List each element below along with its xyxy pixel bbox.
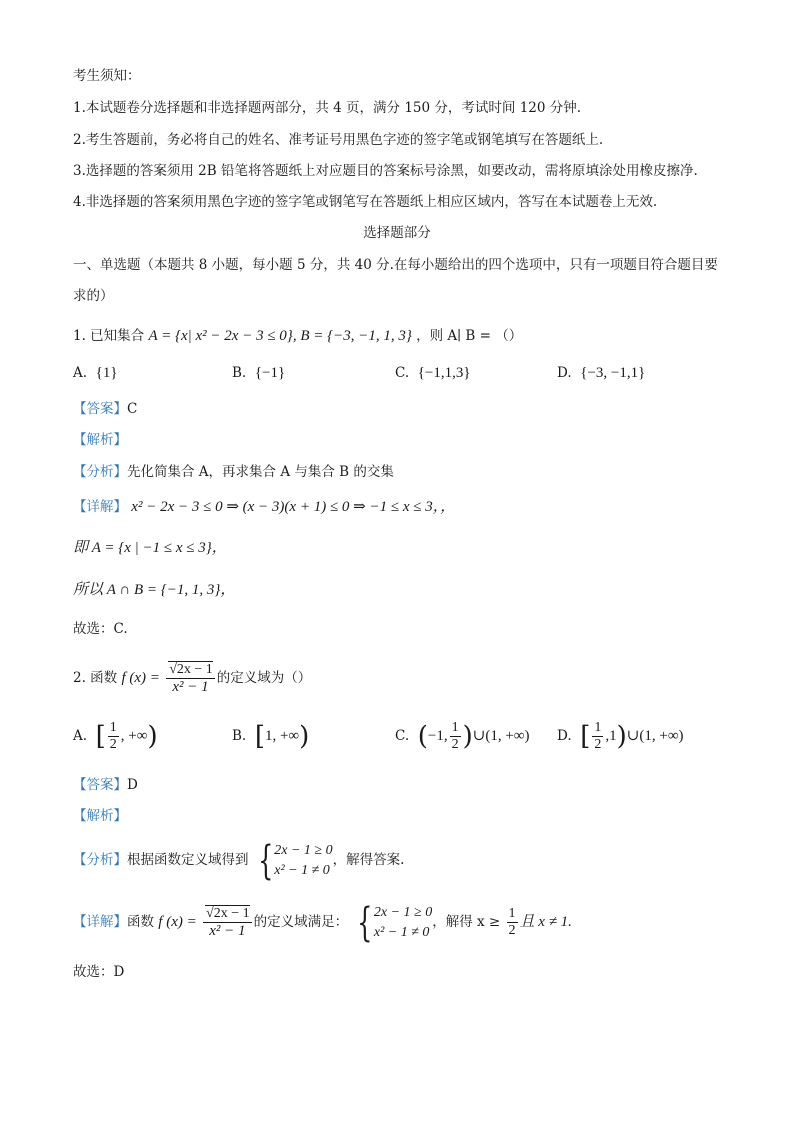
q2-func-lhs: f (x) = [121,670,160,686]
q1-xiangjie: 【详解】 x² − 2x − 3 ≤ 0 ⇒ (x − 3)(x + 1) ≤ 0 ⇒ −1 ≤ x ≤ 3，， [73,499,456,515]
answer-label: 【答案】 [73,401,127,417]
q1-set-b: , B = {−3, −1, 1, 3} [292,328,412,344]
q1-conclusion: 故选：C. [73,621,128,637]
section-intro-line-2: 求的） [73,288,114,304]
section-title: 选择题部分 [363,225,431,241]
q2-analysis-label: 【解析】 [73,808,127,824]
q2-option-a: A. [ $\frac{1}{2}$ , +∞) [73,720,158,752]
q2-conclusion: 故选：D [73,964,125,980]
q2-option-c: C. (−1, $\frac{1}{2}$ )∪(1, +∞) [395,720,530,752]
q2-xiangjie-system: { 2x − 1 ≥ 0 x² − 1 ≠ 0 [357,899,433,946]
q1-option-d: D. {−3, −1,1} [557,365,646,381]
q1-option-b: B. {−1} [232,365,286,381]
q2-fenxi: 【分析】根据函数定义域得到 { 2x − 1 ≥ 0 x² − 1 ≠ 0 ，解得答案. [73,837,405,884]
q2-stem-suffix: 的定义域为（） [216,670,312,686]
q1-answer-value: C [127,401,138,417]
q1-xiangjie-math: x² − 2x − 3 ≤ 0 ⇒ (x − 3)(x + 1) ≤ 0 ⇒ −1 ≤ x ≤ 3，， [131,499,456,515]
q1-step-2: 即 A = {x | −1 ≤ x ≤ 3}， [73,540,227,556]
q2-answer [73,775,138,795]
q2-stem-prefix: 2. 函数 [73,670,118,686]
notice-item-3: 3.选择题的答案须用 2B 铅笔将答题纸上对应题目的答案标号涂黑，如要改动，需将原填涂处用橡皮擦净. [73,163,698,179]
q1-stem [73,326,522,346]
notice-title: 考生须知： [73,68,141,84]
q2-func-fraction [166,662,215,695]
q2-func-denominator: x² − 1 [172,679,209,695]
q1-option-a: A. {1} [73,365,118,381]
q2-fenxi-system: { 2x − 1 ≥ 0 x² − 1 ≠ 0 [257,837,333,884]
q1-set-a: A = {x| x² − 2x − 3 ≤ 0} [148,328,293,344]
q2-option-d: D. [ $\frac{1}{2}$ ,1)∪(1, +∞) [557,720,684,752]
notice-item-4: 4.非选择题的答案须用黑色字迹的签字笔或钢笔写在答题纸上相应区域内，答写在本试题卷上无效. [73,194,658,210]
q2-func-numerator: √2x − 1 [169,662,213,677]
q2-stem [73,660,311,696]
notice-item-1: 1.本试题卷分选择题和非选择题两部分，共 4 页，满分 150 分，考试时间 120 分钟. [73,100,582,116]
q2-option-b: B. [1, +∞) [232,721,310,752]
q1-step-3: 所以 A ∩ B = {−1, 1, 3}， [73,582,236,598]
q2-xiangjie: 【详解】函数 f (x) = $\frac{√2x - 1}{\text{x² − 1}}$ 的定义域满足： { 2x − 1 ≥ 0 x² − 1 ≠ 0 ，解得 x ≥ $\frac{1}{2}$ 且 x ≠ 1. [73,899,572,946]
q1-fenxi: 【分析】先化简集合 A，再求集合 A 与集合 B 的交集 [73,464,394,480]
q1-answer [73,399,137,419]
notice-item-2: 2.考生答题前，务必将自己的姓名、准考证号用黑色字迹的签字笔或钢笔填写在答题纸上. [73,132,604,148]
section-intro-line-1: 一、单选题（本题共 8 小题，每小题 5 分，共 40 分.在每小题给出的四个选项中，只有一项题目符合题目要 [73,257,718,273]
q2-answer-value: D [127,777,138,793]
q1-option-c: C. {−1,1,3} [395,365,471,381]
q1-stem-prefix: 1. 已知集合 [73,328,145,344]
q1-analysis-label: 【解析】 [73,432,127,448]
answer-label: 【答案】 [73,777,127,793]
q1-stem-suffix: ，则 A∣ B = （） [416,328,523,344]
